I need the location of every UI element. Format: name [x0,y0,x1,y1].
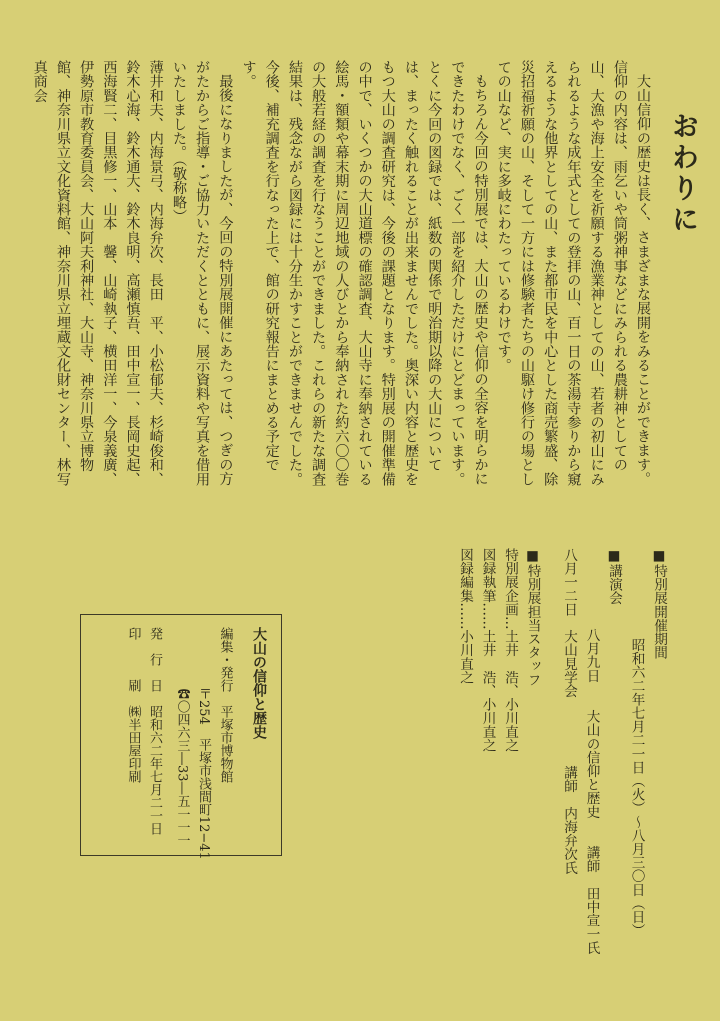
colophon-box [80,614,282,860]
paragraph-3: 最後になりましたが、今回の特別展開催にあたっては、つぎの方がたからご指導・ご協力いただくとともに、展示資料や写真を借用いたしました。（敬称略） [170,60,234,486]
afterword-body [28,60,654,500]
phone: ☎〇四六三―33―五一一一 [174,687,190,847]
printer: 印 刷 ㈱半田屋印刷 [125,627,141,783]
staff-3: 図録編集……小川直之 [457,548,473,684]
paragraph-1: 大山信仰の歴史は長く、さまざまな展開をみることができます。信仰の内容は、雨乞いや筒粥神事などにみられる農耕神としての山、大漁や海上安全を祈願する漁業神としての山、若者の初山にみられるような成年式としての登拝の山、百一日の茶湯寺参りから窺えるような他界としての山、また都市民を中心とした商売繁盛、除災招福祈願の山、そして一方には修験者たちの山駆け修行の場としての山など、実に多岐にわたっているわけです。 [495,60,651,486]
paragraph-2: もちろん今回の特別展では、大山の歴史や信仰の全容を明らかにできたわけでなく、ごく一部を紹介しただけにとどまっています。とくに今回の図録では、紙数の関係で明治期以降の大山については、まったく触れることが出来ませんでした。奥深い内容と歴史をもつ大山の調査研究は、今後の課題となります。特別展の開催準備の中で、いくつかの大山道標の確認調査、大山寺に奉納されている絵馬・額類や幕末期に周辺地域の人びとから奉納された約六〇〇巻の大般若経の調査を行なうことができました。これらの新たな調査結果は、残念ながら図録には十分生かすことができませんでした。今後、補充調査を行なった上で、館の研究報告にまとめる予定です。 [240,60,489,486]
colophon [122,627,269,860]
lecture-1: 八月九日 大山の信仰と歴史 講師 田中宣一氏 [583,628,600,955]
book-title: 大山の信仰と歴史 [251,627,267,739]
issue-date: 発 行 日 昭和六二年七月二一日 [147,627,162,835]
staff-2: 図録執筆……土井 浩、小川直之 [479,548,496,752]
period-value: 昭和六二年七月二一日（火）〜八月三〇日（日） [628,638,645,938]
publisher: 編集・発行 平塚市博物館 [217,627,233,783]
address: 〒254 平塚市浅間町12−41 [196,687,211,860]
lecture-label: ■講演会 [606,548,622,605]
acknowledgement-list: 薄井和夫、内海景弓、内海弁次、長田 平、小松郁夫、杉崎俊和、鈴木心海、鈴木通大、鈴木良明、高瀬慎吾、田中宣一、長岡史起、西海賢二、目黒修一、山本 馨、山崎執子、横田洋一、今泉義廣、伊勢原市教育委員会、大山阿夫利神社、大山寺、神奈川県立博物館、神奈川県立文化資料館、神奈川県立埋蔵文化財センター、林写真商会 [31,60,164,486]
period-label: ■特別展開催期間 [651,548,667,660]
page-title: おわりに [667,112,698,236]
staff-label: ■特別展担当スタッフ [524,548,541,687]
staff-1: 特別展企画…土井 浩、小川直之 [502,548,518,752]
exhibition-info [454,548,671,968]
lecture-2: 八月一二日 大山見学会 講師 内海弁次氏 [561,548,577,875]
